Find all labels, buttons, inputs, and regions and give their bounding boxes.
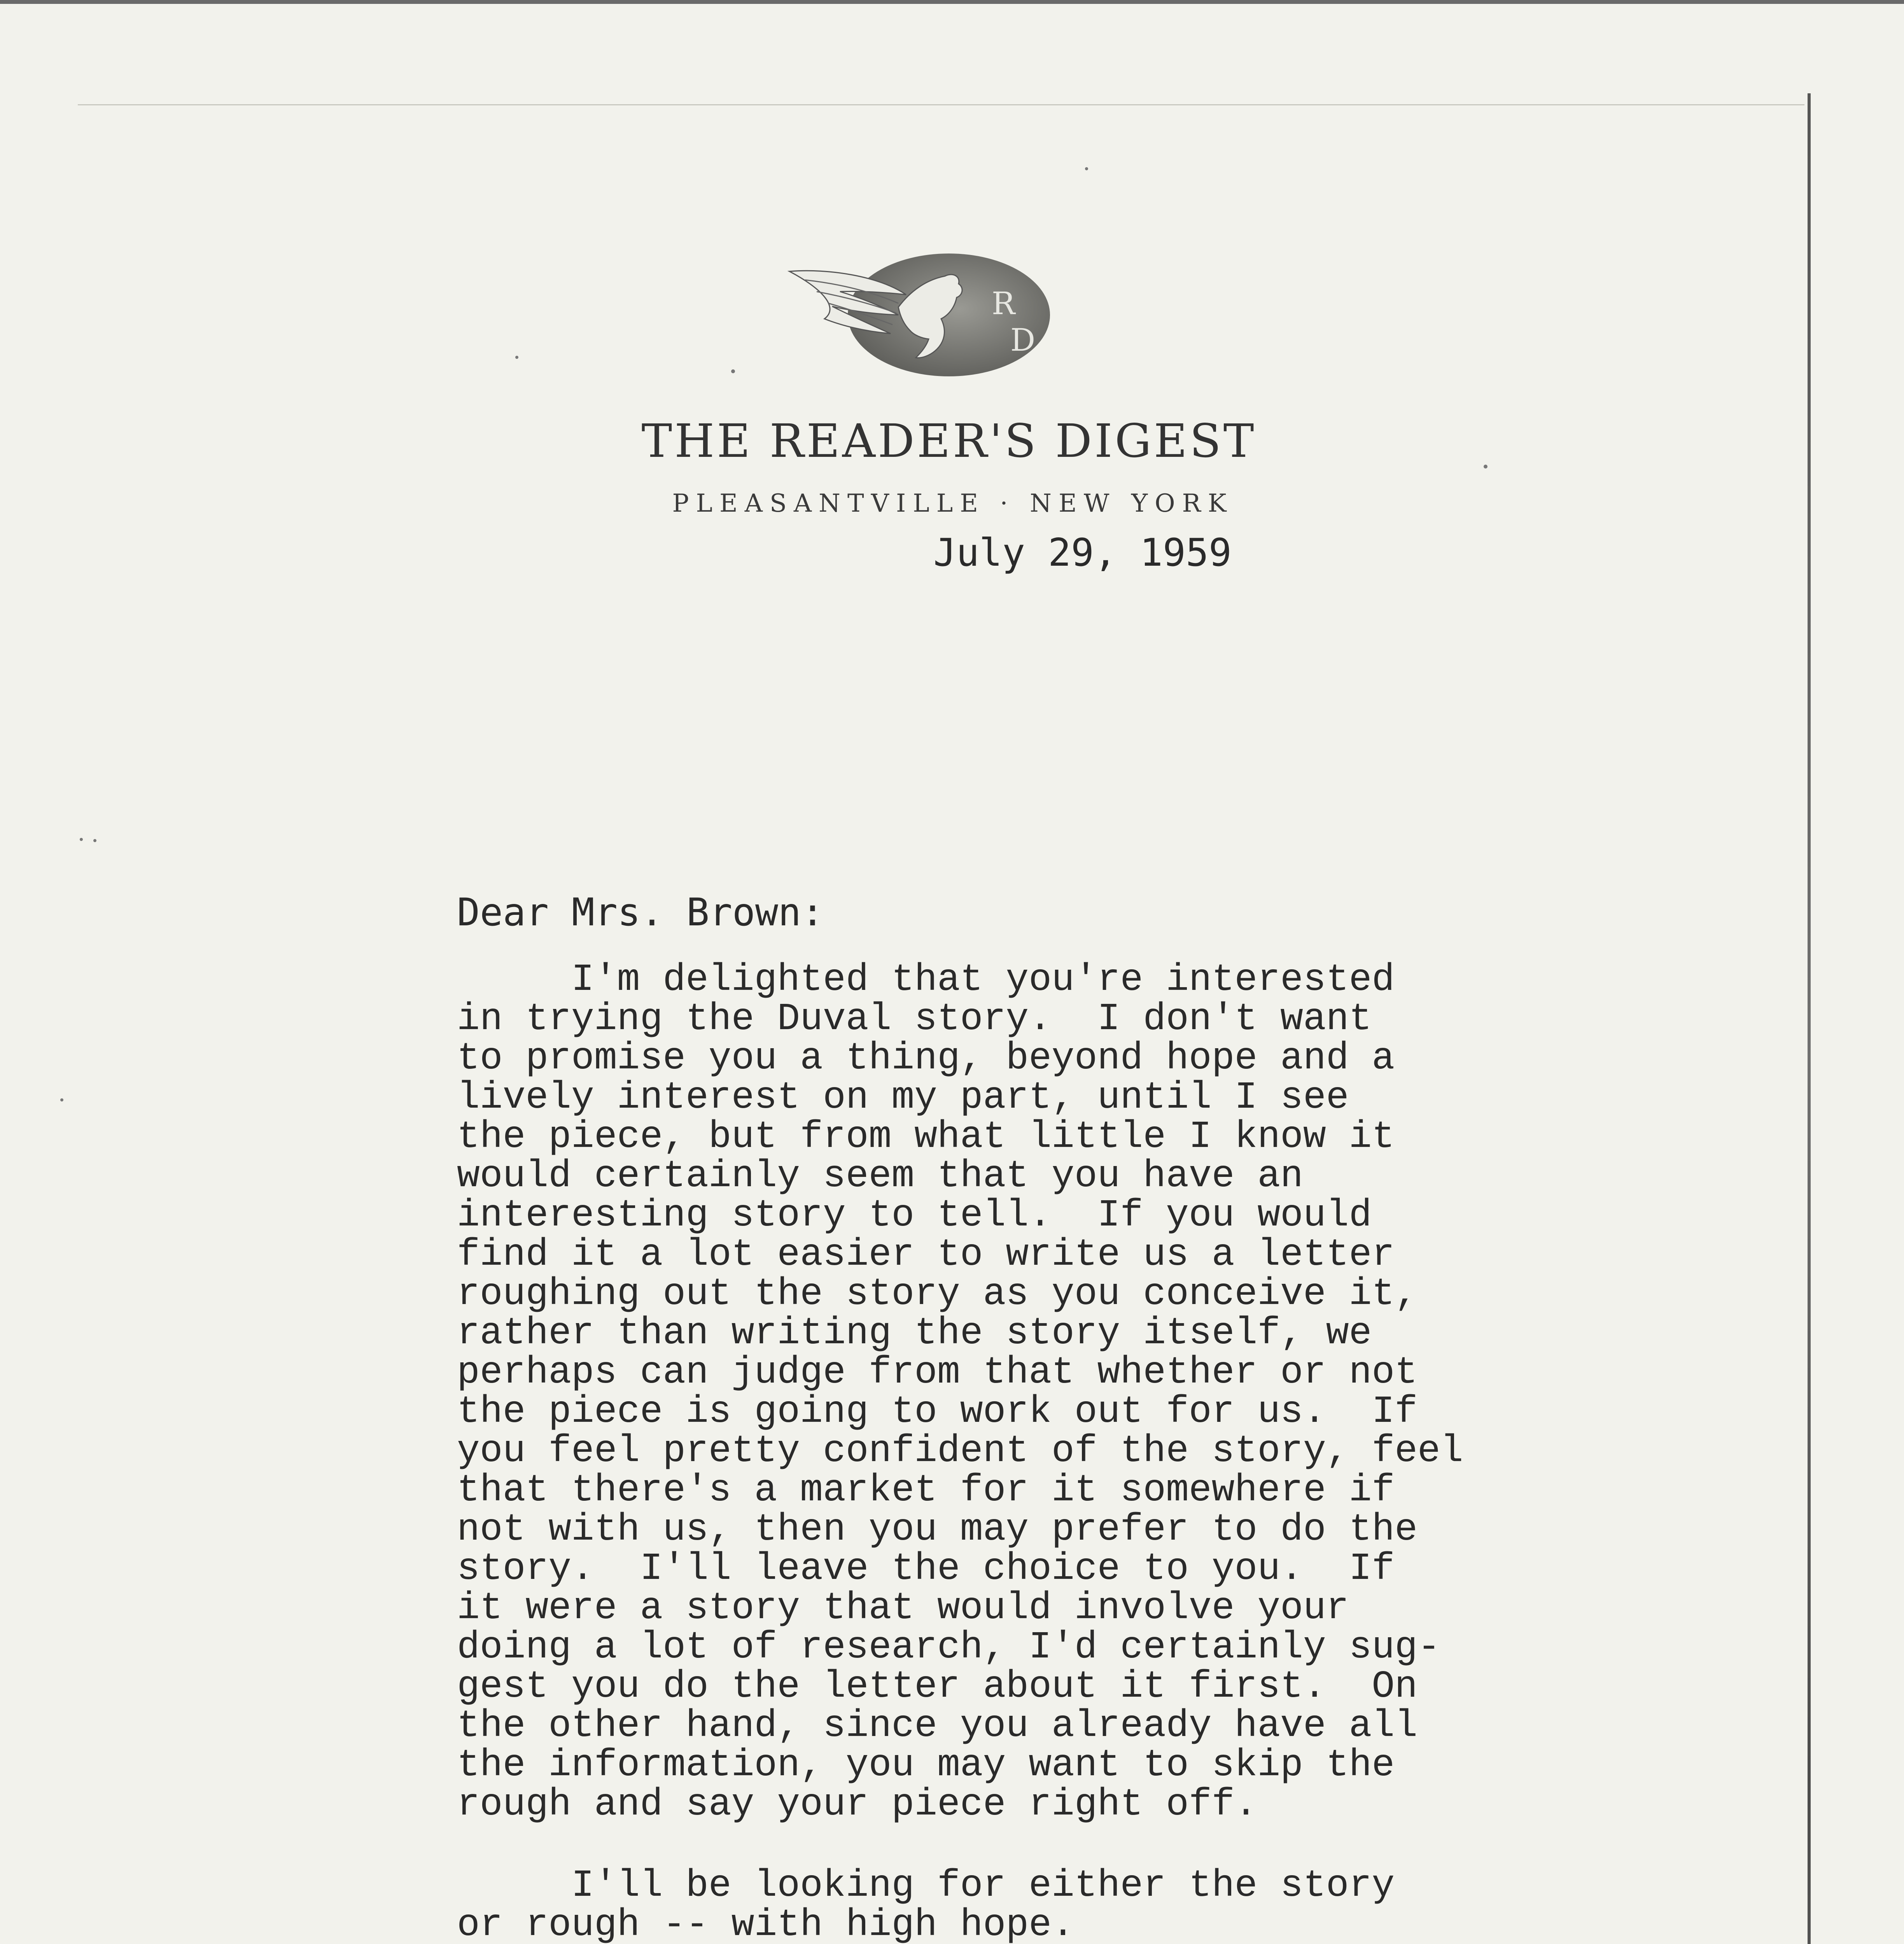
readers-digest-pegasus-logo <box>782 249 1054 381</box>
logo-letter-d: D <box>1010 322 1036 358</box>
scan-speck <box>60 1098 63 1101</box>
letter-date: July 29, 1959 <box>933 531 1232 575</box>
scan-top-rule <box>0 0 1904 4</box>
salutation: Dear Mrs. Brown: <box>457 890 824 935</box>
logo-letter-r: R <box>992 285 1015 322</box>
scan-speck <box>93 839 96 842</box>
body-paragraph-1: I'm delighted that you're interested in trying the Duval story. I don't want to promise you a thing, beyond hope and a lively interest on my part, until I see the piece, but from what little I know it would certainly seem that you have an interesting story to tell. If you would find it a lot easier to write us a letter roughing out the story as you conceive it, rather than writing the story itself, we perhaps can judge from that whether or not the piece is going to work out for us. If you feel pretty confident of the story, feel that there's a market for it somewhere if not with us, then you may prefer to do the story. I'll leave the choice to you. If it were a story that would involve your doing a lot of research, I'd certainly sug- gest you do the letter about it first. On the other hand, since you already have all the information, you may want to skip the rough and say your piece right off. <box>457 958 1463 1826</box>
masthead-title: THE READER'S DIGEST <box>641 414 1256 468</box>
scan-speck <box>515 356 518 359</box>
paper-top-edge <box>78 104 1804 105</box>
body-paragraph-2: I'll be looking for either the story or rough -- with high hope. <box>457 1864 1395 1944</box>
scan-speck <box>731 369 735 373</box>
scan-speck <box>80 838 83 841</box>
paper-right-edge <box>1808 93 1811 1944</box>
scan-speck <box>1484 465 1488 469</box>
masthead-location: PLEASANTVILLE · NEW YORK <box>672 489 1234 518</box>
scan-speck <box>1085 167 1088 170</box>
